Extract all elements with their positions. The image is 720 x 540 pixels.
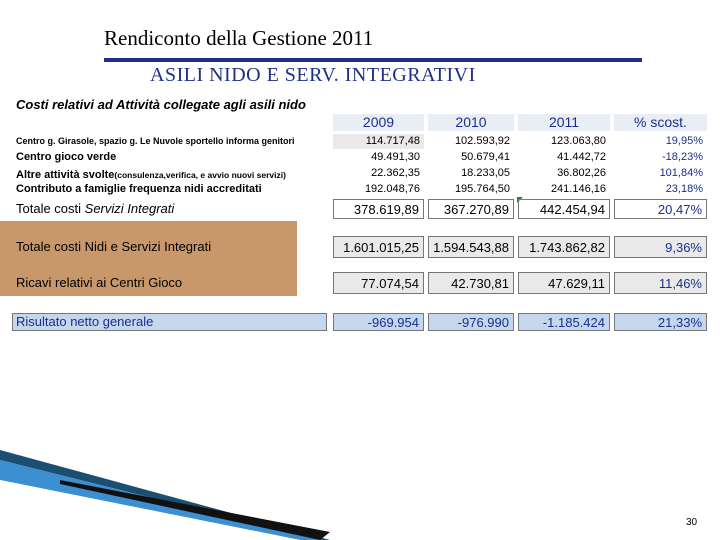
value-2010: -976.990 — [428, 313, 514, 331]
value-scost: 23,18% — [665, 183, 703, 195]
value-2011: 36.802,26 — [557, 167, 606, 179]
report-title: Rendiconto della Gestione 2011 — [104, 26, 374, 50]
value-2010: 195.764,50 — [454, 183, 510, 195]
column-header-scost: % scost. — [614, 114, 707, 131]
value-2011: 1.743.862,82 — [518, 236, 610, 258]
value-scost: 9,36% — [614, 236, 707, 258]
row-label-prefix: Totale costi — [16, 201, 85, 216]
column-header-2009: 2009 — [333, 114, 424, 131]
value-2010: 102.593,92 — [454, 135, 510, 147]
value-2011: 241.146,16 — [550, 183, 606, 195]
page-number: 30 — [686, 517, 698, 528]
row-label: Risultato netto generale — [16, 314, 154, 329]
value-2011: -1.185.424 — [518, 313, 610, 331]
value-2010: 367.270,89 — [428, 199, 514, 219]
row-label-main: Altre attività svolte — [16, 169, 115, 181]
value-2009: 1.601.015,25 — [333, 236, 424, 258]
value-2010: 1.594.543,88 — [428, 236, 514, 258]
value-scost: 101,84% — [659, 167, 703, 179]
value-2009: 22.362,35 — [371, 167, 420, 179]
value-scost: 19,95% — [665, 135, 703, 147]
row-label: Centro gioco verde — [16, 151, 117, 163]
value-2011: 47.629,11 — [518, 272, 610, 294]
value-2009: 378.619,89 — [333, 199, 424, 219]
value-2009: 114.717,48 — [333, 134, 424, 149]
value-2010: 18.233,05 — [461, 167, 510, 179]
value-2010: 42.730,81 — [428, 272, 514, 294]
value-2009: 192.048,76 — [364, 183, 420, 195]
row-label: Contributo a famiglie frequenza nidi accreditati — [16, 183, 262, 195]
row-label: Ricavi relativi ai Centri Gioco — [16, 275, 183, 290]
value-2011: 41.442,72 — [557, 151, 606, 163]
value-2009: -969.954 — [333, 313, 424, 331]
value-2010: 50.679,41 — [461, 151, 510, 163]
value-2011: 123.063,80 — [550, 135, 606, 147]
report-subtitle: ASILI NIDO E SERV. INTEGRATIVI — [150, 64, 476, 86]
value-scost: 11,46% — [614, 272, 707, 294]
section-title: Costi relativi ad Attività collegate agli asili nido — [16, 97, 306, 112]
row-label-italic: Servizi Integrati — [84, 201, 175, 216]
row-label: Centro g. Girasole, spazio g. Le Nuvole sportello informa genitori — [16, 136, 295, 146]
row-label-note: (consulenza,verifica, e avvio nuovi servizi) — [114, 170, 286, 180]
column-header-2010: 2010 — [428, 114, 514, 131]
value-2009: 49.491,30 — [371, 151, 420, 163]
value-scost: 20,47% — [614, 199, 707, 219]
value-2011: 442.454,94 — [518, 199, 610, 219]
row-label — [16, 166, 331, 183]
value-scost: 21,33% — [614, 313, 707, 331]
column-header-2011: 2011 — [518, 114, 610, 131]
title-underline — [104, 58, 642, 62]
decorative-swoosh — [0, 420, 330, 540]
row-label — [16, 200, 331, 218]
value-scost: -18,23% — [662, 151, 703, 163]
value-2009: 77.074,54 — [333, 272, 424, 294]
row-label: Totale costi Nidi e Servizi Integrati — [16, 239, 212, 254]
